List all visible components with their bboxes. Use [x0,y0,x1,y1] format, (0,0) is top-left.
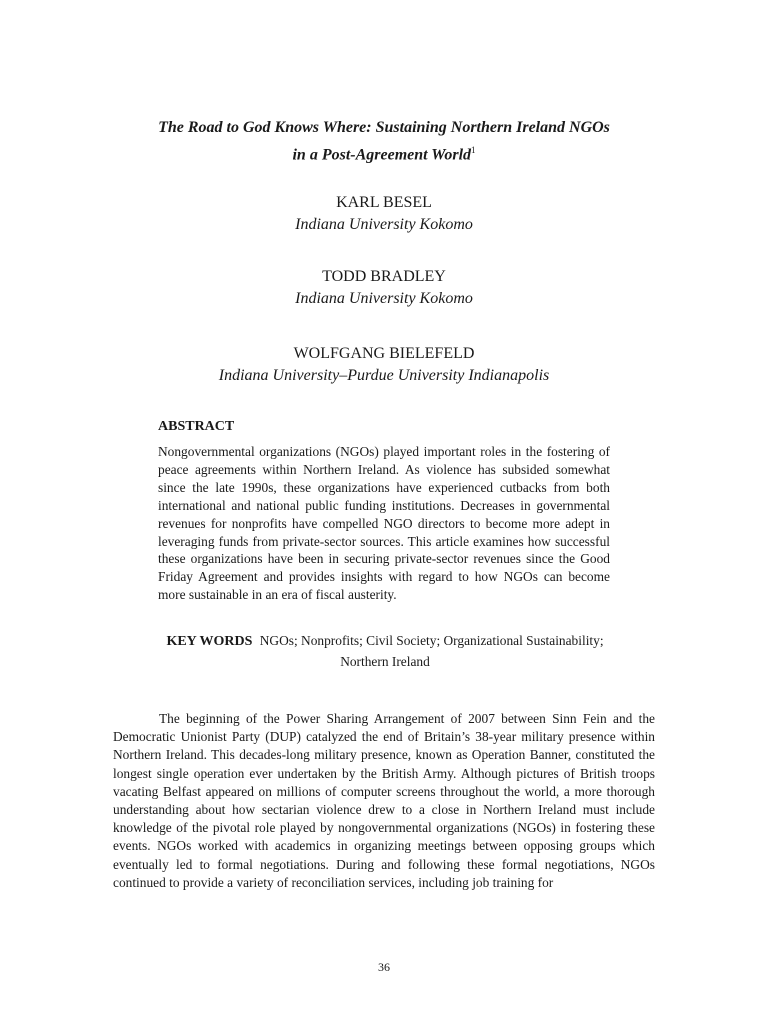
abstract-section [158,418,610,604]
abstract-heading: ABSTRACT [158,419,235,434]
author-block-1 [0,192,768,236]
title-footnote-mark[interactable]: 1 [471,145,476,155]
author-name: KARL BESEL [336,194,432,211]
author-affiliation: Indiana University Kokomo [295,216,473,233]
keywords-line-1: NGOs; Nonprofits; Civil Society; Organizational Sustainability; [259,633,604,648]
paper-title [0,117,768,166]
author-block-3 [0,343,768,387]
author-block-2 [0,266,768,310]
author-affiliation: Indiana University Kokomo [295,290,473,307]
keywords-label: KEY WORDS [166,634,253,649]
title-line-2: in a Post-Agreement World [292,146,472,164]
page-number: 36 [378,960,390,974]
keywords-line-2: Northern Ireland [340,654,430,669]
abstract-text: Nongovernmental organizations (NGOs) played important roles in the fostering of peace agreements within Northern Ireland. As violence has subsided somewhat since the late 1990s, these organizations have experienced cutbacks from both international and national public funding institutions. Decreases in governmental revenues for nonprofits have compelled NGO directors to become more adept in leveraging funds from private-sector sources. This article examines how successful these organizations have been in securing private-sector revenues since the Good Friday Agreement and provides insights with regard to how NGOs can become more sustainable in an era of fiscal austerity. [158,444,610,603]
title-line-1: The Road to God Knows Where: Sustaining Northern Ireland NGOs [158,119,610,136]
author-name: TODD BRADLEY [322,268,446,285]
body-paragraph: The beginning of the Power Sharing Arrangement of 2007 between Sinn Fein and the Democratic Unionist Party (DUP) catalyzed the end of Britain’s 38-year military presence within Northern Ireland. This decades-long military presence, known as Operation Banner, constituted the longest single operation ever undertaken by the British Army. Although pictures of British troops vacating Belfast appeared on millions of computer screens throughout the world, a more thorough understanding about how sectarian violence drew to a close in Northern Ireland must include knowledge of the pivotal role played by nongovernmental organizations (NGOs) in fostering these events. NGOs worked with academics in organizing meetings between opposing groups which eventually led to formal negotiations. During and following these formal negotiations, NGOs continued to provide a variety of reconciliation services, including job training for [113,711,655,890]
author-name: WOLFGANG BIELEFELD [293,345,475,362]
author-affiliation: Indiana University–Purdue University Indianapolis [218,367,550,384]
keywords-section [140,631,630,672]
